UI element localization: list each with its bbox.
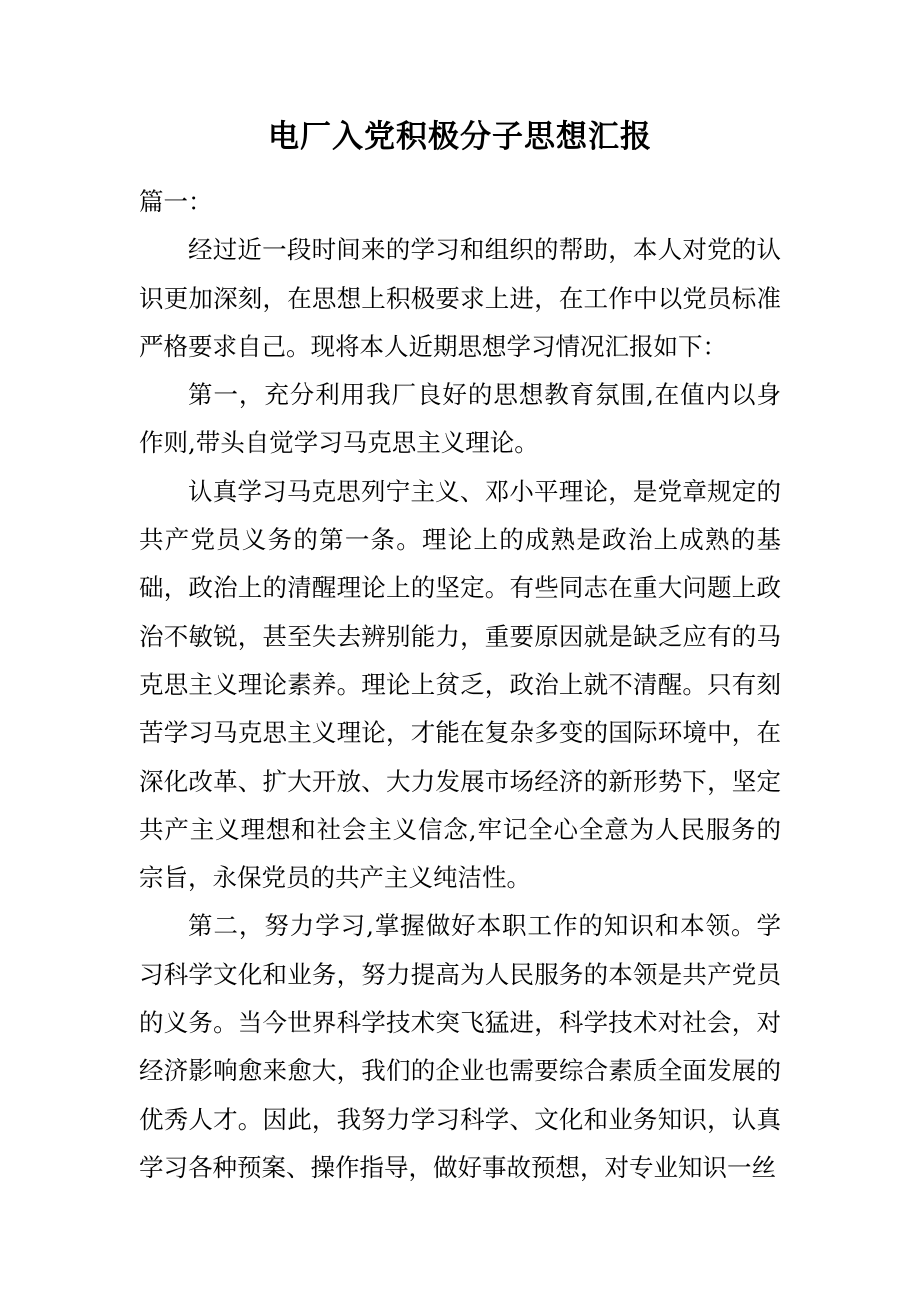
document-body bbox=[139, 178, 781, 1192]
paragraph-intro: 经过近一段时间来的学习和组织的帮助，本人对党的认识更加深刻，在思想上积极要求上进，在工作中以党员标准严格要求自己。现将本人近期思想学习情况汇报如下： bbox=[139, 235, 781, 361]
paragraph-point-two: 第二，努力学习,掌握做好本职工作的知识和本领。学习科学文化和业务，努力提高为人民服务的本领是共产党员的义务。当今世界科学技术突飞猛进，科学技术对社会，对经济影响愈来愈大，我们的企业也需要综合素质全面发展的优秀人才。因此，我努力学习科学、文化和业务知识，认真学习各种预案、操作指导，做好事故预想，对专业知识一丝 bbox=[139, 911, 781, 1182]
section-heading: 篇一： bbox=[139, 187, 213, 216]
paragraph-theory: 认真学习马克思列宁主义、邓小平理论，是党章规定的共产党员义务的第一条。理论上的成熟是政治上成熟的基础，政治上的清醒理论上的坚定。有些同志在重大问题上政治不敏锐，甚至失去辨别能力，重要原因就是缺乏应有的马克思主义理论素养。理论上贫乏，政治上就不清醒。只有刻苦学习马克思主义理论，才能在复杂多变的国际环境中，在深化改革、扩大开放、大力发展市场经济的新形势下，坚定共产主义理想和社会主义信念,牢记全心全意为人民服务的宗旨，永保党员的共产主义纯洁性。 bbox=[139, 476, 781, 893]
document-title: 电厂入党积极分子思想汇报 bbox=[268, 119, 652, 155]
paragraph-point-one: 第一，充分利用我厂良好的思想教育氛围,在值内以身作则,带头自觉学习马克思主义理论。 bbox=[139, 380, 781, 458]
